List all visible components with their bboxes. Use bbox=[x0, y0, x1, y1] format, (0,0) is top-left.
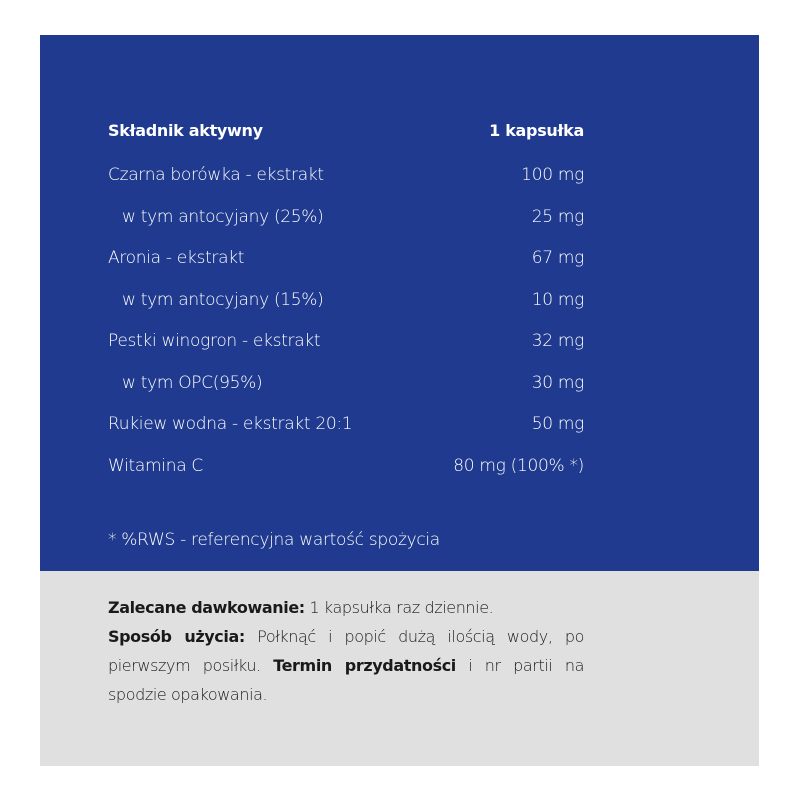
table-row bbox=[108, 414, 584, 456]
usage-label: Sposób użycia: bbox=[108, 627, 245, 646]
ingredients-table bbox=[108, 121, 584, 497]
ingredient-name: w tym antocyjany (15%) bbox=[122, 289, 324, 310]
ingredient-name: Czarna borówka - ekstrakt bbox=[108, 165, 324, 185]
ingredient-amount: 10 mg bbox=[531, 289, 584, 310]
ingredients-panel bbox=[40, 35, 759, 571]
dosage-label: Zalecane dawkowanie: bbox=[108, 598, 305, 617]
header-serving: 1 kapsułka bbox=[489, 121, 584, 140]
table-header bbox=[108, 121, 584, 165]
table-row bbox=[108, 165, 584, 207]
ingredient-amount: 100 mg bbox=[521, 165, 584, 185]
table-row bbox=[108, 331, 584, 373]
ingredient-name: w tym OPC(95%) bbox=[122, 372, 263, 393]
ingredient-name: Witamina C bbox=[108, 455, 203, 476]
ingredient-name: Aronia - ekstrakt bbox=[108, 248, 245, 268]
directions-text bbox=[108, 593, 584, 709]
ingredient-amount: 32 mg bbox=[531, 331, 584, 351]
ingredient-amount: 80 mg (100% *) bbox=[453, 455, 584, 476]
table-row bbox=[108, 456, 584, 498]
ingredient-name: Pestki winogron - ekstrakt bbox=[108, 331, 321, 351]
rws-footnote: * %RWS - referencyjna wartość spożycia bbox=[108, 530, 440, 550]
usage-text: Połknąć i popić dużą ilością wody, po pierwszym posiłku. bbox=[108, 627, 584, 675]
ingredient-amount: 67 mg bbox=[531, 248, 584, 268]
header-ingredient: Składnik aktywny bbox=[108, 121, 263, 140]
table-row bbox=[108, 290, 584, 332]
table-row bbox=[108, 207, 584, 249]
product-label bbox=[40, 35, 759, 766]
table-row bbox=[108, 248, 584, 290]
ingredient-name: w tym antocyjany (25%) bbox=[122, 206, 324, 227]
dosage-text: 1 kapsułka raz dziennie. bbox=[304, 598, 494, 617]
expiry-text: i nr partii na spodzie opakowania. bbox=[108, 656, 584, 704]
expiry-label: Termin przydatności bbox=[273, 656, 456, 675]
ingredient-amount: 25 mg bbox=[531, 206, 584, 227]
ingredient-name: Rukiew wodna - ekstrakt 20:1 bbox=[108, 414, 353, 434]
table-row bbox=[108, 373, 584, 415]
ingredient-amount: 50 mg bbox=[531, 414, 584, 434]
directions-panel bbox=[40, 571, 759, 766]
ingredient-amount: 30 mg bbox=[531, 372, 584, 393]
